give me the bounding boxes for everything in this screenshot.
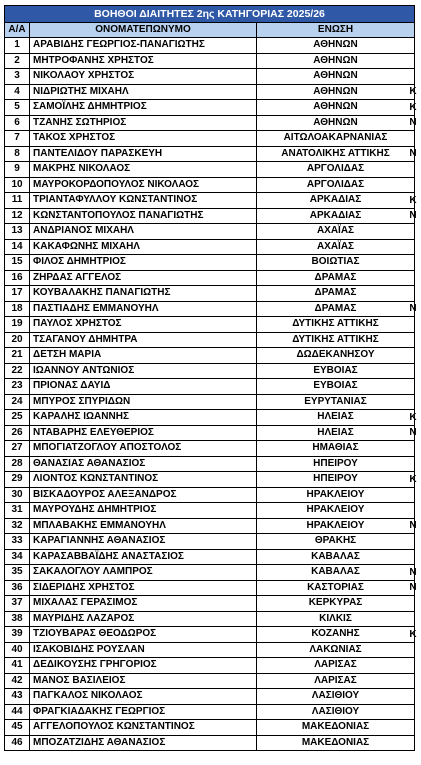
referee-union: ΚΑΒΑΛΑΣ (257, 565, 415, 581)
referee-union: ΑΘΗΝΩΝ (257, 38, 415, 54)
table-row (5, 162, 415, 178)
table-row (5, 301, 415, 317)
referee-union: ΜΑΚΕΔΟΝΙΑΣ (257, 720, 415, 736)
table-row (5, 317, 415, 333)
referee-union: ΚΙΛΚΙΣ (257, 611, 415, 627)
referee-name: ΚΟΥΒΑΛΑΚΗΣ ΠΑΝΑΓΙΩΤΗΣ (30, 286, 257, 302)
row-number: 45 (5, 720, 30, 736)
referee-union: ΛΑΡΙΣΑΣ (257, 673, 415, 689)
row-number: 6 (5, 115, 30, 131)
table-row (5, 332, 415, 348)
referee-union: ΗΛΕΙΑΣ (257, 410, 415, 426)
header-aa: Α/Α (5, 23, 30, 38)
row-number: 11 (5, 193, 30, 209)
table-row (5, 224, 415, 240)
referee-union: ΑΘΗΝΩΝ (257, 100, 415, 116)
referee-name: ΣΑΚΑΛΟΓΛΟΥ ΛΑΜΠΡΟΣ (30, 565, 257, 581)
referee-union: ΔΡΑΜΑΣ (257, 301, 415, 317)
referee-name: ΠΑΓΚΑΛΟΣ ΝΙΚΟΛΑΟΣ (30, 689, 257, 705)
referee-name: ΤΖΙΟΥΒΑΡΑΣ ΘΕΟΔΩΡΟΣ (30, 627, 257, 643)
referee-union: ΗΠΕΙΡΟΥ (257, 472, 415, 488)
referee-union: ΑΡΓΟΛΙΔΑΣ (257, 162, 415, 178)
row-number: 33 (5, 534, 30, 550)
row-number: 42 (5, 673, 30, 689)
referee-name: ΙΣΑΚΟΒΙΔΗΣ ΡΟΥΣΛΑΝ (30, 642, 257, 658)
table-row (5, 425, 415, 441)
table-row (5, 441, 415, 457)
referee-name: ΚΩΝΣΤΑΝΤΟΠΟΥΛΟΣ ΠΑΝΑΓΙΩΤΗΣ (30, 208, 257, 224)
referee-name: ΚΑΡΑΛΗΣ ΙΩΑΝΝΗΣ (30, 410, 257, 426)
referee-name: ΜΑΚΡΗΣ ΝΙΚΟΛΑΟΣ (30, 162, 257, 178)
table-row (5, 472, 415, 488)
referee-union: ΑΡΚΑΔΙΑΣ (257, 193, 415, 209)
referee-name: ΜΙΧΑΛΑΣ ΓΕΡΑΣΙΜΟΣ (30, 596, 257, 612)
referee-union: ΜΑΚΕΔΟΝΙΑΣ (257, 735, 415, 751)
table-row (5, 193, 415, 209)
category-mark: Κ (409, 86, 417, 97)
referee-sheet (4, 5, 415, 751)
row-number: 13 (5, 224, 30, 240)
row-number: 32 (5, 518, 30, 534)
referee-name: ΚΑΚΑΦΩΝΗΣ ΜΙΧΑΗΛ (30, 239, 257, 255)
referee-union: ΛΑΣΙΘΙΟΥ (257, 704, 415, 720)
referee-union: ΑΘΗΝΩΝ (257, 84, 415, 100)
row-number: 31 (5, 503, 30, 519)
referee-union: ΕΥΒΟΙΑΣ (257, 379, 415, 395)
referee-name: ΦΡΑΓΚΙΑΔΑΚΗΣ ΓΕΩΡΓΙΟΣ (30, 704, 257, 720)
referee-union: ΚΑΣΤΟΡΙΑΣ (257, 580, 415, 596)
row-number: 36 (5, 580, 30, 596)
referee-union: ΚΑΒΑΛΑΣ (257, 549, 415, 565)
row-number: 21 (5, 348, 30, 364)
row-number: 28 (5, 456, 30, 472)
table-row (5, 658, 415, 674)
table-row (5, 255, 415, 271)
category-mark: Κ (409, 411, 417, 423)
table-row (5, 487, 415, 503)
row-number: 3 (5, 69, 30, 85)
row-number: 37 (5, 596, 30, 612)
row-number: 16 (5, 270, 30, 286)
table-row (5, 704, 415, 720)
row-number: 40 (5, 642, 30, 658)
sheet-title: ΒΟΗΘΟΙ ΔΙΑΙΤΗΤΕΣ 2ης ΚΑΤΗΓΟΡΙΑΣ 2025/26 (5, 6, 415, 23)
row-number: 19 (5, 317, 30, 333)
referee-name: ΔΕΤΣΗ ΜΑΡΙΑ (30, 348, 257, 364)
referee-union: ΗΛΕΙΑΣ (257, 425, 415, 441)
row-number: 14 (5, 239, 30, 255)
referee-union: ΛΑΡΙΣΑΣ (257, 658, 415, 674)
referee-union: ΚΕΡΚΥΡΑΣ (257, 596, 415, 612)
table-row (5, 38, 415, 54)
referee-name: ΑΝΔΡΙΑΝΟΣ ΜΙΧΑΗΛ (30, 224, 257, 240)
category-mark: Ν (409, 427, 417, 438)
referee-name: ΒΙΣΚΑΔΟΥΡΟΣ ΑΛΕΞΑΝΔΡΟΣ (30, 487, 257, 503)
category-mark: Ν (409, 117, 417, 128)
referee-name: ΤΣΑΓΑΝΟΥ ΔΗΜΗΤΡΑ (30, 332, 257, 348)
referee-name: ΤΑΚΟΣ ΧΡΗΣΤΟΣ (30, 131, 257, 147)
referee-name: ΙΩΑΝΝΟΥ ΑΝΤΩΝΙΟΣ (30, 363, 257, 379)
header-name: ΟΝΟΜΑΤΕΠΩΝΥΜΟ (30, 23, 257, 38)
table-row (5, 565, 415, 581)
referee-name: ΘΑΝΑΣΙΑΣ ΑΘΑΝΑΣΙΟΣ (30, 456, 257, 472)
referee-name: ΣΙΔΕΡΙΔΗΣ ΧΡΗΣΤΟΣ (30, 580, 257, 596)
referee-name: ΜΠΥΡΟΣ ΣΠΥΡΙΔΩΝ (30, 394, 257, 410)
referee-name: ΔΕΔΙΚΟΥΣΗΣ ΓΡΗΓΟΡΙΟΣ (30, 658, 257, 674)
table-row (5, 673, 415, 689)
row-number: 20 (5, 332, 30, 348)
category-mark: Ν (409, 210, 417, 221)
row-number: 46 (5, 735, 30, 751)
table-row (5, 549, 415, 565)
table-row (5, 518, 415, 534)
row-number: 29 (5, 472, 30, 488)
row-number: 9 (5, 162, 30, 178)
referee-union: ΔΥΤΙΚΗΣ ΑΤΤΙΚΗΣ (257, 317, 415, 333)
table-row (5, 379, 415, 395)
referee-union: ΒΟΙΩΤΙΑΣ (257, 255, 415, 271)
referee-union: ΔΡΑΜΑΣ (257, 270, 415, 286)
referee-union: ΛΑΚΩΝΙΑΣ (257, 642, 415, 658)
referee-name: ΠΡΙΟΝΑΣ ΔΑΥΙΔ (30, 379, 257, 395)
table-row (5, 100, 415, 116)
row-number: 35 (5, 565, 30, 581)
table-row (5, 611, 415, 627)
table-row (5, 84, 415, 100)
row-number: 39 (5, 627, 30, 643)
referee-name: ΦΙΛΟΣ ΔΗΜΗΤΡΙΟΣ (30, 255, 257, 271)
referee-name: ΖΗΡΔΑΣ ΑΓΓΕΛΟΣ (30, 270, 257, 286)
table-row (5, 286, 415, 302)
referee-union: ΛΑΣΙΘΙΟΥ (257, 689, 415, 705)
referee-union: ΕΥΡΥΤΑΝΙΑΣ (257, 394, 415, 410)
table-row (5, 580, 415, 596)
referee-name: ΠΑΝΤΕΛΙΔΟΥ ΠΑΡΑΣΚΕΥΗ (30, 146, 257, 162)
table-row (5, 689, 415, 705)
table-row (5, 534, 415, 550)
table-row (5, 115, 415, 131)
table-row (5, 735, 415, 751)
referee-union: ΑΘΗΝΩΝ (257, 53, 415, 69)
category-mark: Κ (409, 194, 417, 206)
row-number: 8 (5, 146, 30, 162)
referee-union: ΗΜΑΘΙΑΣ (257, 441, 415, 457)
assistant-referees-table (4, 5, 415, 751)
table-row (5, 642, 415, 658)
table-row (5, 348, 415, 364)
category-mark: Κ (409, 473, 417, 485)
referee-name: ΠΑΥΛΟΣ ΧΡΗΣΤΟΣ (30, 317, 257, 333)
table-row (5, 146, 415, 162)
referee-union: ΔΥΤΙΚΗΣ ΑΤΤΙΚΗΣ (257, 332, 415, 348)
table-row (5, 53, 415, 69)
header-row (5, 23, 415, 38)
referee-union: ΗΡΑΚΛΕΙΟΥ (257, 487, 415, 503)
row-number: 10 (5, 177, 30, 193)
referee-name: ΝΙΔΡΙΩΤΗΣ ΜΙΧΑΗΛ (30, 84, 257, 100)
title-row (5, 6, 415, 23)
referee-union: ΗΠΕΙΡΟΥ (257, 456, 415, 472)
referee-union: ΑΧΑΪΑΣ (257, 239, 415, 255)
category-mark: Ν (409, 303, 417, 314)
category-mark: Ν (409, 582, 417, 593)
referee-name: ΣΑΜΟΪΛΗΣ ΔΗΜΗΤΡΙΟΣ (30, 100, 257, 116)
row-number: 1 (5, 38, 30, 54)
referee-name: ΛΙΟΝΤΟΣ ΚΩΝΣΤΑΝΤΙΝΟΣ (30, 472, 257, 488)
category-mark: Κ (409, 628, 417, 640)
table-row (5, 69, 415, 85)
row-number: 41 (5, 658, 30, 674)
table-row (5, 456, 415, 472)
referee-union: ΑΡΚΑΔΙΑΣ (257, 208, 415, 224)
referee-union: ΘΡΑΚΗΣ (257, 534, 415, 550)
row-number: 7 (5, 131, 30, 147)
referee-union: ΑΡΓΟΛΙΔΑΣ (257, 177, 415, 193)
row-number: 18 (5, 301, 30, 317)
row-number: 4 (5, 84, 30, 100)
table-row (5, 270, 415, 286)
referee-name: ΑΡΑΒΙΔΗΣ ΓΕΩΡΓΙΟΣ-ΠΑΝΑΓΙΩΤΗΣ (30, 38, 257, 54)
row-number: 15 (5, 255, 30, 271)
referee-name: ΜΠΟΓΙΑΤΖΟΓΛΟΥ ΑΠΟΣΤΟΛΟΣ (30, 441, 257, 457)
referee-name: ΜΑΝΟΣ ΒΑΣΙΛΕΙΟΣ (30, 673, 257, 689)
table-row (5, 208, 415, 224)
table-row (5, 410, 415, 426)
referee-union: ΕΥΒΟΙΑΣ (257, 363, 415, 379)
table-row (5, 627, 415, 643)
referee-union: ΑΝΑΤΟΛΙΚΗΣ ΑΤΤΙΚΗΣ (257, 146, 415, 162)
referee-name: ΜΠΟΖΑΤΖΙΔΗΣ ΑΘΑΝΑΣΙΟΣ (30, 735, 257, 751)
category-mark: Κ (409, 101, 417, 113)
referee-name: ΚΑΡΑΣΑΒΒΑΪΔΗΣ ΑΝΑΣΤΑΣΙΟΣ (30, 549, 257, 565)
table-row (5, 239, 415, 255)
row-number: 34 (5, 549, 30, 565)
referee-name: ΜΠΛΑΒΑΚΗΣ ΕΜΜΑΝΟΥΗΛ (30, 518, 257, 534)
referee-union: ΗΡΑΚΛΕΙΟΥ (257, 518, 415, 534)
referee-name: ΜΑΥΡΙΔΗΣ ΛΑΖΑΡΟΣ (30, 611, 257, 627)
referee-union: ΑΘΗΝΩΝ (257, 115, 415, 131)
row-number: 22 (5, 363, 30, 379)
table-row (5, 596, 415, 612)
table-row (5, 363, 415, 379)
referee-name: ΚΑΡΑΓΙΑΝΝΗΣ ΑΘΑΝΑΣΙΟΣ (30, 534, 257, 550)
header-union: ΕΝΩΣΗ (257, 23, 415, 38)
row-number: 44 (5, 704, 30, 720)
referee-union: ΑΘΗΝΩΝ (257, 69, 415, 85)
referee-name: ΜΑΥΡΟΚΟΡΔΟΠΟΥΛΟΣ ΝΙΚΟΛΑΟΣ (30, 177, 257, 193)
category-mark: Ν (409, 148, 417, 159)
referee-union: ΑΙΤΩΛΟΑΚΑΡΝΑΝΙΑΣ (257, 131, 415, 147)
referee-union: ΗΡΑΚΛΕΙΟΥ (257, 503, 415, 519)
table-row (5, 177, 415, 193)
row-number: 30 (5, 487, 30, 503)
table-row (5, 720, 415, 736)
row-number: 25 (5, 410, 30, 426)
row-number: 43 (5, 689, 30, 705)
row-number: 23 (5, 379, 30, 395)
row-number: 38 (5, 611, 30, 627)
referee-name: ΜΗΤΡΟΦΑΝΗΣ ΧΡΗΣΤΟΣ (30, 53, 257, 69)
table-row (5, 503, 415, 519)
row-number: 2 (5, 53, 30, 69)
referee-name: ΝΤΑΒΑΡΗΣ ΕΛΕΥΘΕΡΙΟΣ (30, 425, 257, 441)
referee-union: ΔΡΑΜΑΣ (257, 286, 415, 302)
referee-name: ΜΑΥΡΟΥΔΗΣ ΔΗΜΗΤΡΙΟΣ (30, 503, 257, 519)
row-number: 12 (5, 208, 30, 224)
category-mark: Ν (409, 520, 417, 531)
row-number: 26 (5, 425, 30, 441)
referee-name: ΝΙΚΟΛΑΟΥ ΧΡΗΣΤΟΣ (30, 69, 257, 85)
referee-name: ΤΡΙΑΝΤΑΦΥΛΛΟΥ ΚΩΝΣΤΑΝΤΙΝΟΣ (30, 193, 257, 209)
referee-union: ΚΟΖΑΝΗΣ (257, 627, 415, 643)
category-mark: Ν (409, 566, 417, 578)
row-number: 24 (5, 394, 30, 410)
referee-union: ΑΧΑΪΑΣ (257, 224, 415, 240)
row-number: 17 (5, 286, 30, 302)
table-row (5, 394, 415, 410)
referee-name: ΠΑΣΤΙΑΔΗΣ ΕΜΜΑΝΟΥΗΛ (30, 301, 257, 317)
referee-union: ΔΩΔΕΚΑΝΗΣΟΥ (257, 348, 415, 364)
row-number: 27 (5, 441, 30, 457)
referee-name: ΑΓΓΕΛΟΠΟΥΛΟΣ ΚΩΝΣΤΑΝΤΙΝΟΣ (30, 720, 257, 736)
referee-name: ΤΖΑΝΗΣ ΣΩΤΗΡΙΟΣ (30, 115, 257, 131)
row-number: 5 (5, 100, 30, 116)
table-row (5, 131, 415, 147)
